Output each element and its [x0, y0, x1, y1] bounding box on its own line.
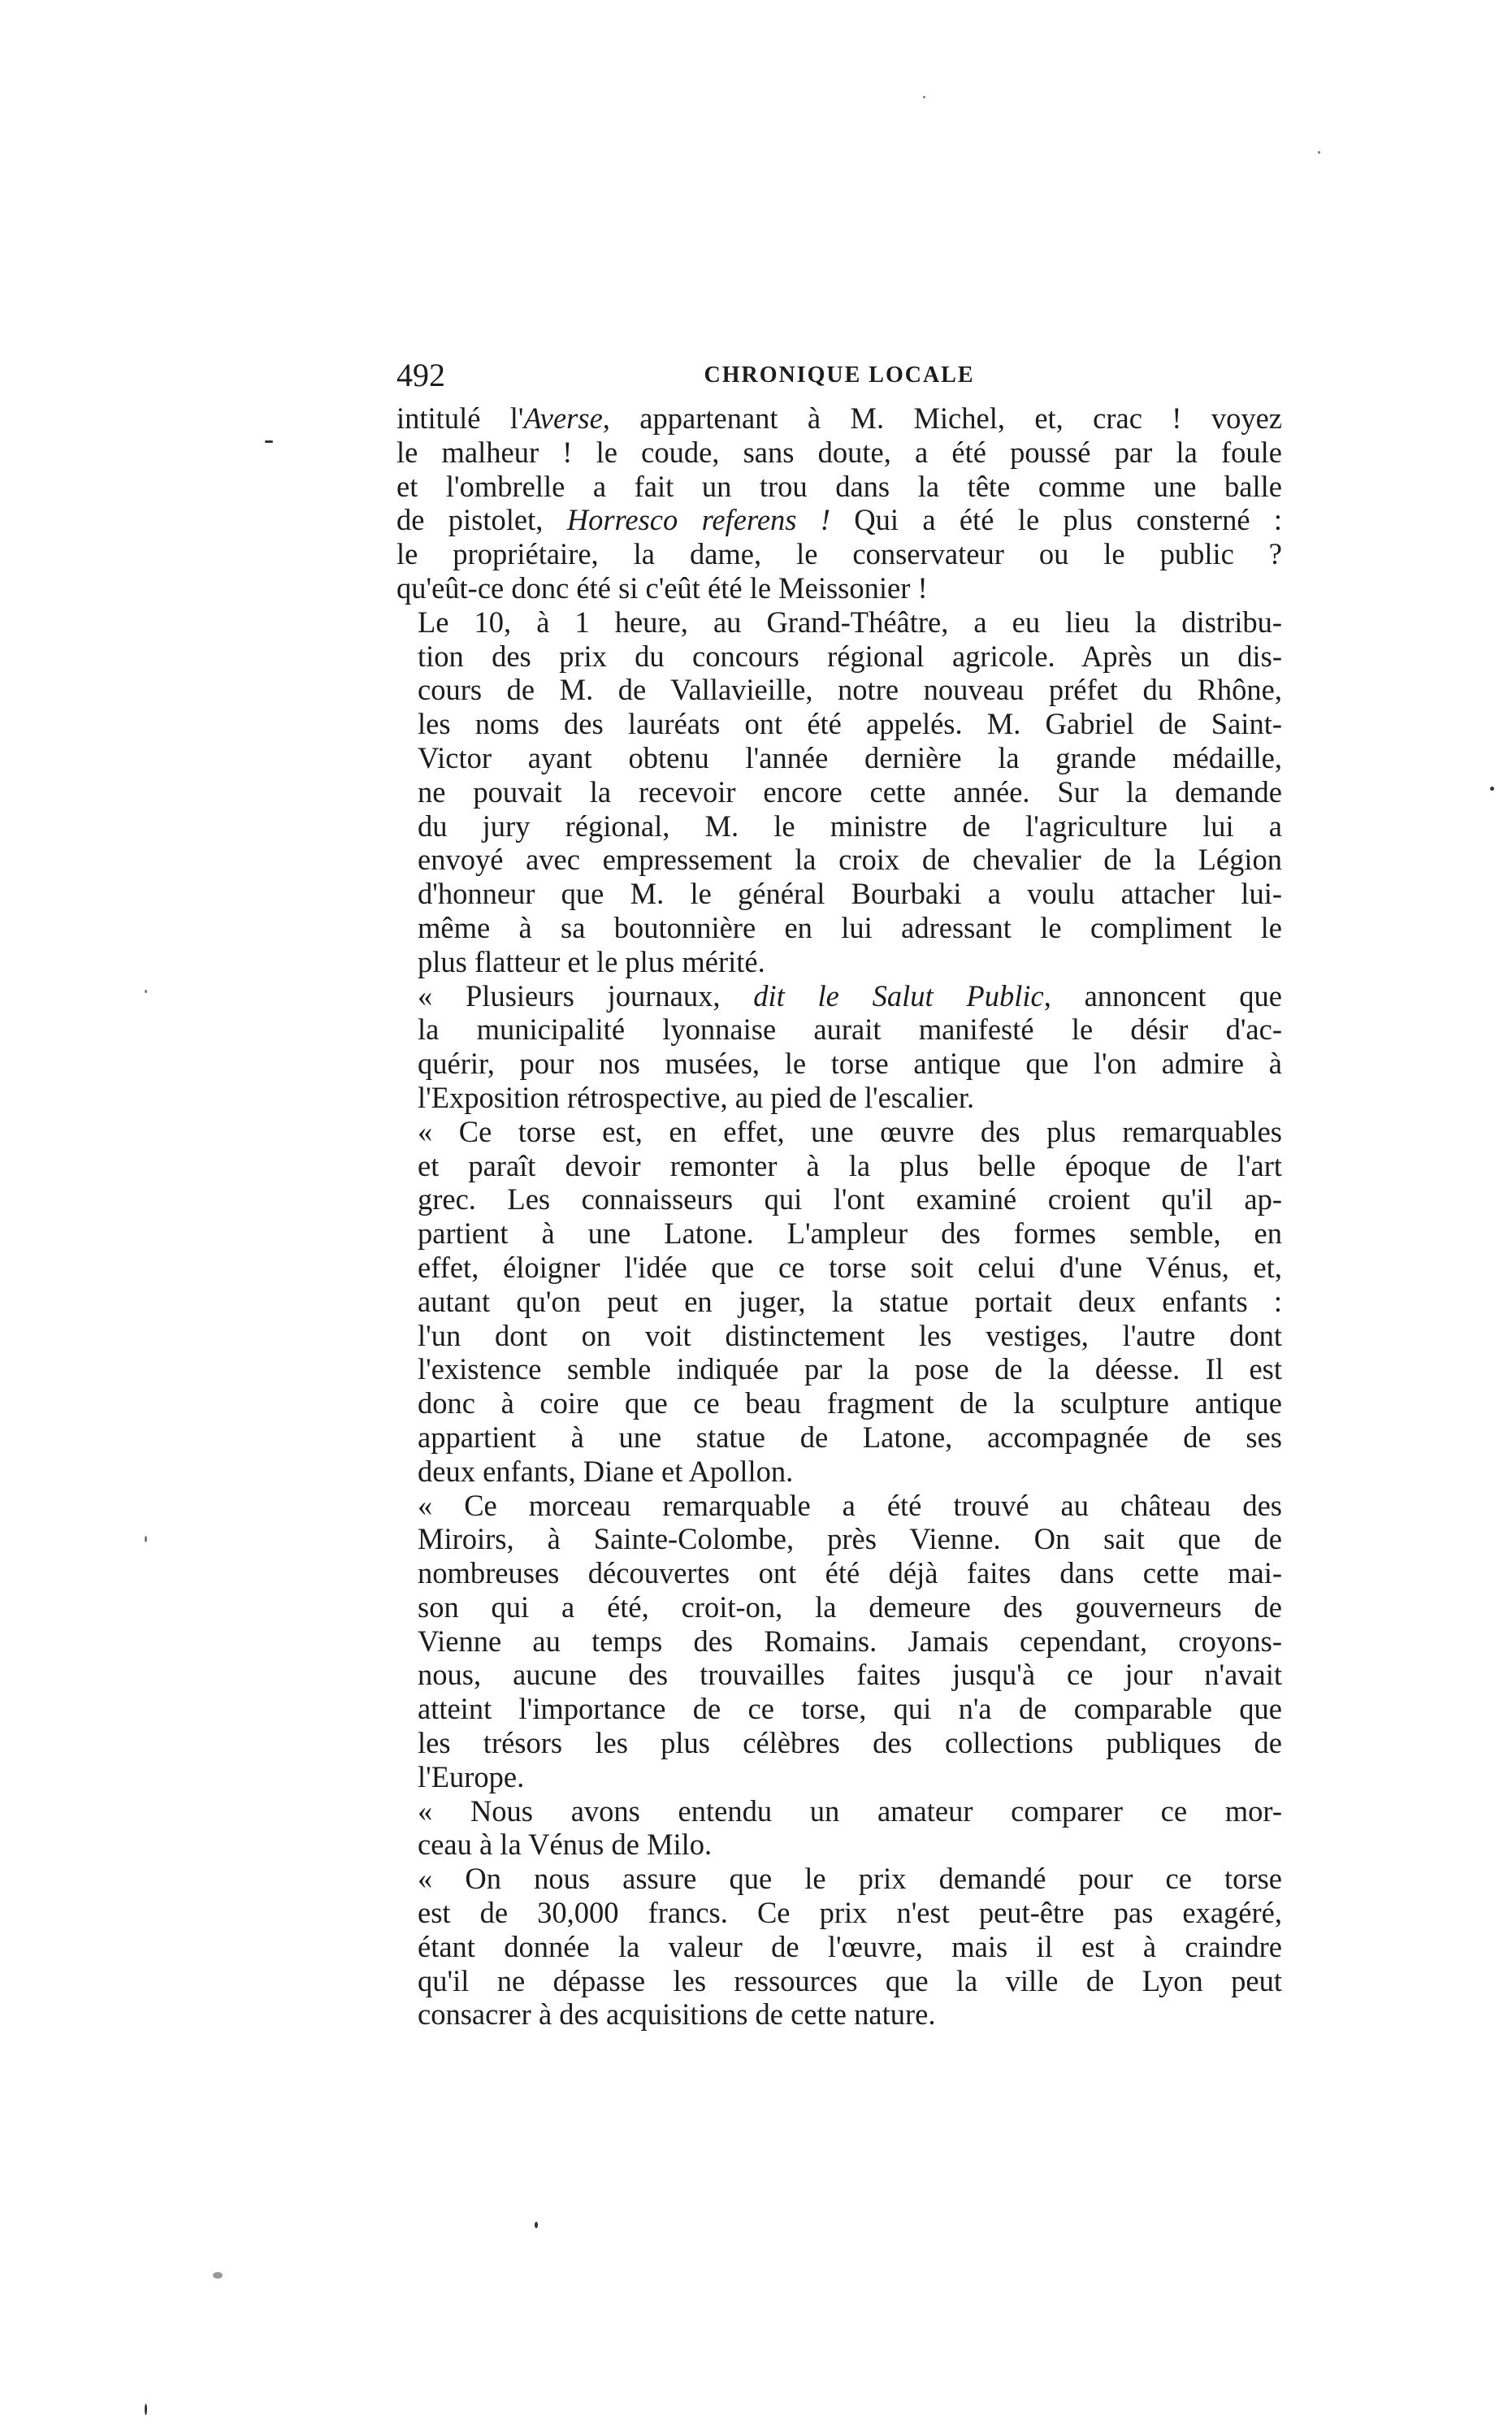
text-line: donc à coire que ce beau fragment de la sculpture antique [418, 1386, 1282, 1420]
text-line: de pistolet, Horresco referens ! Qui a été le plus consterné : [396, 503, 1282, 537]
scan-speck [213, 2272, 223, 2279]
scan-speck [145, 1536, 147, 1542]
text-line: est de 30,000 francs. Ce prix n'est peut-être pas exagéré, [418, 1896, 1282, 1930]
text-line: l'existence semble indiquée par la pose de la déesse. Il est [418, 1352, 1282, 1386]
page-number: 492 [396, 357, 445, 393]
text-line: l'Exposition rétrospective, au pied de l'escalier. [418, 1080, 975, 1114]
text-line: quérir, pour nos musées, le torse antique que l'on admire à [418, 1047, 1282, 1081]
italic-text: Horresco referens ! [566, 503, 830, 537]
text-line: et paraît devoir remonter à la plus belle époque de l'art [418, 1148, 1282, 1182]
text-line: les noms des lauréats ont été appelés. M. Gabriel de Saint- [418, 707, 1282, 741]
text-line: « Ce torse est, en effet, une œuvre des plus remarquables [418, 1114, 1282, 1148]
text-line: son qui a été, croit-on, la demeure des gouverneurs de [418, 1589, 1282, 1624]
text-line: qu'il ne dépasse les ressources que la ville de Lyon peut [418, 1963, 1282, 1997]
scan-speck [535, 2222, 538, 2228]
text-line: plus flatteur et le plus mérité. [418, 944, 765, 978]
paragraph-averse [396, 401, 1282, 605]
text-line: ceau à la Vénus de Milo. [418, 1828, 713, 1862]
text-line: consacrer à des acquisitions de cette nature. [418, 1997, 936, 2032]
paragraph-torse [396, 1115, 1282, 1489]
text-line: d'honneur que M. le général Bourbaki a voulu attacher lui- [418, 877, 1282, 911]
text-line: atteint l'importance de ce torse, qui n'a de comparable que [418, 1692, 1282, 1726]
text-line: envoyé avec empressement la croix de chevalier de la Légion [418, 843, 1282, 877]
scan-speck [145, 990, 147, 993]
text-line: même à sa boutonnière en lui adressant le compliment le [418, 910, 1282, 944]
text-line: cours de M. de Vallavieille, notre nouveau préfet du Rhône, [418, 673, 1282, 707]
text-line: Victor ayant obtenu l'année dernière la grande médaille, [418, 740, 1282, 774]
text-line: qu'eût-ce donc été si c'eût été le Meissonier ! [396, 570, 928, 605]
text-line: nombreuses découvertes ont été déjà faites dans cette mai- [418, 1556, 1282, 1590]
text-line: deux enfants, Diane et Apollon. [418, 1454, 794, 1488]
text-line: nous, aucune des trouvailles faites jusqu'à ce jour n'avait [418, 1658, 1282, 1692]
text-line: le propriétaire, la dame, le conservateur ou le public ? [396, 537, 1282, 571]
text-line: l'Europe. [418, 1759, 525, 1793]
text-line: tion des prix du concours régional agricole. Après un dis- [418, 639, 1282, 673]
text-line: le malheur ! le coude, sans doute, a été poussé par la foule [396, 435, 1282, 469]
scan-speck [1318, 151, 1320, 154]
text-line: Le 10, à 1 heure, au Grand-Théâtre, a eu lieu la distribu- [418, 605, 1282, 639]
paragraph-plusieurs-journaux [396, 979, 1282, 1115]
text-line: l'un dont on voit distinctement les vestiges, l'autre dont [418, 1318, 1282, 1352]
text-line: intitulé l'Averse, appartenant à M. Michel, et, crac ! voyez [396, 401, 1282, 435]
text-line: « Ce morceau remarquable a été trouvé au château des [418, 1488, 1282, 1522]
text-line: les trésors les plus célèbres des collections publiques de [418, 1726, 1282, 1760]
body-text [396, 401, 1282, 2032]
text-line: « Plusieurs journaux, dit le Salut Public, annoncent que [418, 978, 1283, 1013]
paragraph-morceau-remarquable [396, 1489, 1282, 1794]
text-line: Vienne au temps des Romains. Jamais cependant, croyons- [418, 1624, 1282, 1658]
text-line: partient à une Latone. L'ampleur des formes semble, en [418, 1217, 1282, 1251]
text-line: autant qu'on peut en juger, la statue portait deux enfants : [418, 1284, 1282, 1318]
page-header [396, 351, 1282, 400]
italic-text: Averse [523, 401, 603, 435]
text-line: appartient à une statue de Latone, accompagnée de ses [418, 1420, 1282, 1454]
scan-speck [923, 96, 925, 98]
text-line: Miroirs, à Sainte-Colombe, près Vienne. On sait que de [418, 1522, 1282, 1556]
running-head: CHRONIQUE LOCALE [704, 362, 975, 388]
text-line: du jury régional, M. le ministre de l'agriculture lui a [418, 809, 1282, 843]
scan-speck [1490, 787, 1494, 791]
paragraph-amateur [396, 1794, 1282, 1863]
paragraph-prix-demande [396, 1862, 1282, 2032]
text-line: étant donnée la valeur de l'œuvre, mais il est à craindre [418, 1929, 1282, 1963]
text-line: grec. Les connaisseurs qui l'ont examiné croient qu'il ap- [418, 1182, 1282, 1217]
scan-speck [265, 440, 273, 443]
paragraph-distribution-prix [396, 605, 1282, 979]
text-line: effet, éloigner l'idée que ce torse soit celui d'une Vénus, et, [418, 1250, 1282, 1284]
text-line: ne pouvait la recevoir encore cette année. Sur la demande [418, 774, 1282, 809]
italic-text: dit le Salut Public [753, 978, 1044, 1013]
text-line: la municipalité lyonnaise aurait manifesté le désir d'ac- [418, 1013, 1282, 1047]
text-line: et l'ombrelle a fait un trou dans la tête comme une balle [396, 469, 1282, 503]
text-line: « On nous assure que le prix demandé pour ce torse [418, 1862, 1282, 1896]
scan-speck [145, 2404, 147, 2415]
text-line: « Nous avons entendu un amateur comparer ce mor- [418, 1793, 1282, 1828]
